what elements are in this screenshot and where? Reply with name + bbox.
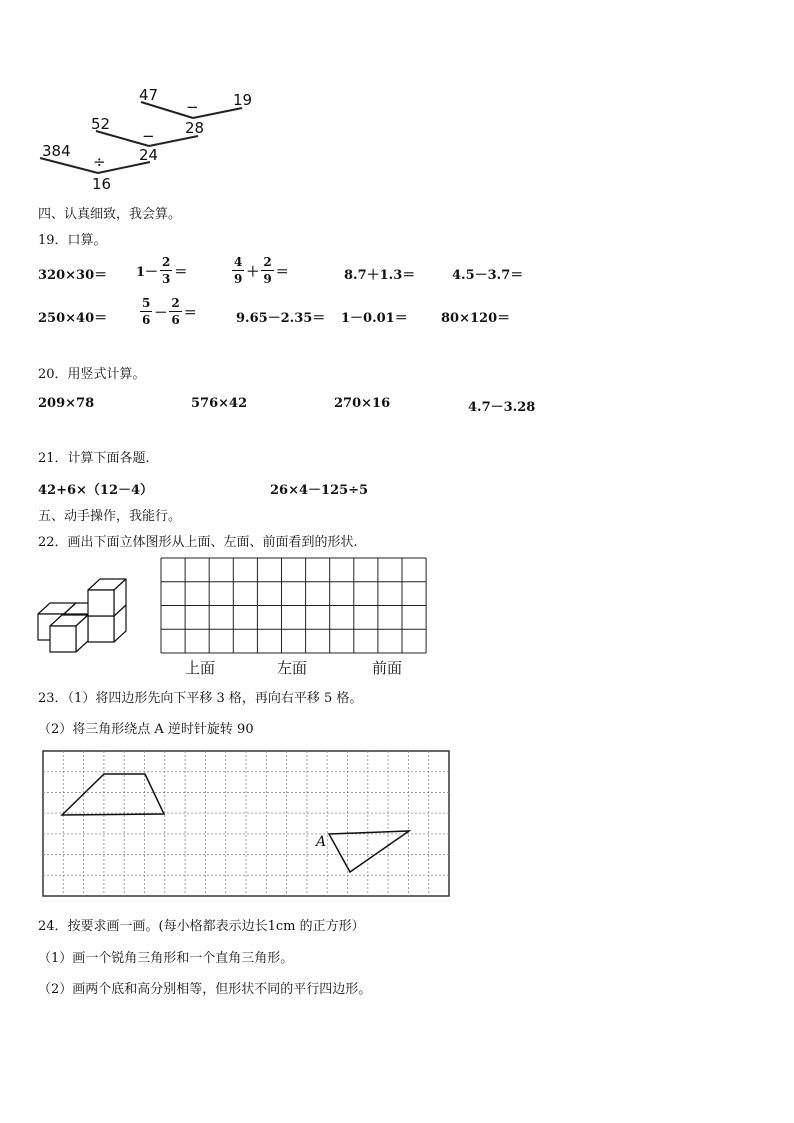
chain-number-52: 52	[91, 115, 111, 133]
q19-row2-b-op: －	[154, 306, 168, 321]
fraction-numerator: 2	[263, 255, 272, 269]
chain-number-24: 24	[139, 146, 159, 164]
q24-title: 24．按要求画一画。(每小格都表示边长1cm 的正方形）	[38, 919, 365, 934]
q19-row1-item-e: 4.5－3.7＝	[452, 268, 524, 283]
fraction-numerator: 4	[234, 255, 243, 269]
q21-title: 21．计算下面各题.	[38, 451, 150, 466]
q20-item-3: 270×16	[334, 396, 391, 411]
q21-item-1: 42+6×（12－4）	[38, 483, 154, 498]
fraction-numerator: 2	[162, 255, 171, 269]
chain-number-28: 28	[185, 119, 205, 137]
chain-number-19: 19	[233, 91, 253, 109]
chain-number-384: 384	[42, 142, 71, 160]
view-label-top: 上面	[185, 659, 216, 677]
fraction-denominator: 6	[142, 313, 151, 327]
q19-row1-b-post: ＝	[174, 265, 188, 280]
triangle-shape	[329, 831, 409, 872]
q19-row2-item-e: 80×120＝	[441, 311, 511, 326]
q19-title: 19．口算。	[38, 233, 107, 248]
chain-number-47: 47	[139, 86, 159, 104]
q24-line-1: （1）画一个锐角三角形和一个直角三角形。	[38, 951, 294, 966]
section-5-heading: 五、动手操作，我能行。	[38, 509, 182, 524]
fraction-denominator: 9	[263, 272, 272, 286]
q19-row2-b-post: ＝	[183, 306, 197, 321]
fraction-denominator: 9	[234, 272, 243, 286]
fraction-numerator: 2	[171, 296, 180, 310]
q20-item-2: 576×42	[191, 396, 248, 411]
q23-line-1: 23．（1）将四边形先向下平移 3 格，再向右平移 5 格。	[38, 691, 363, 706]
chain-operator-minus-1: −	[186, 98, 199, 116]
q19-row2-item-a: 250×40＝	[38, 311, 108, 326]
q23-line-2: （2）将三角形绕点 A 逆时针旋转 90	[38, 722, 254, 737]
q24-line-2: （2）画两个底和高分别相等，但形状不同的平行四边形。	[38, 982, 372, 997]
view-label-front: 前面	[372, 659, 403, 677]
fraction-numerator: 5	[142, 296, 151, 310]
q20-title: 20．用竖式计算。	[38, 367, 146, 382]
q21-item-2: 26×4－125÷5	[270, 483, 369, 498]
q20-item-4: 4.7－3.28	[468, 400, 536, 415]
q19-row1-c-op: ＋	[246, 265, 260, 280]
chain-number-16: 16	[92, 175, 112, 193]
chain-operator-minus-2: −	[142, 127, 155, 145]
section-4-heading: 四、认真细致，我会算。	[38, 207, 182, 222]
quadrilateral-shape	[62, 774, 164, 815]
view-label-left: 左面	[277, 659, 308, 677]
fraction-denominator: 6	[171, 313, 180, 327]
q19-row1-b-pre: 1－	[136, 265, 159, 280]
chain-operator-divide: ÷	[93, 153, 106, 171]
q19-row1-item-a: 320×30＝	[38, 268, 108, 283]
q19-row2-item-c: 9.65－2.35＝	[236, 311, 326, 326]
q19-row1-item-d: 8.7＋1.3＝	[344, 268, 416, 283]
point-a-label: A	[316, 834, 327, 850]
q19-row2-item-d: 1－0.01＝	[341, 311, 408, 326]
q19-row1-c-post: ＝	[275, 265, 289, 280]
q22-title: 22．画出下面立体图形从上面、左面、前面看到的形状.	[38, 535, 358, 550]
fraction-denominator: 3	[162, 272, 171, 286]
q20-item-1: 209×78	[38, 396, 95, 411]
